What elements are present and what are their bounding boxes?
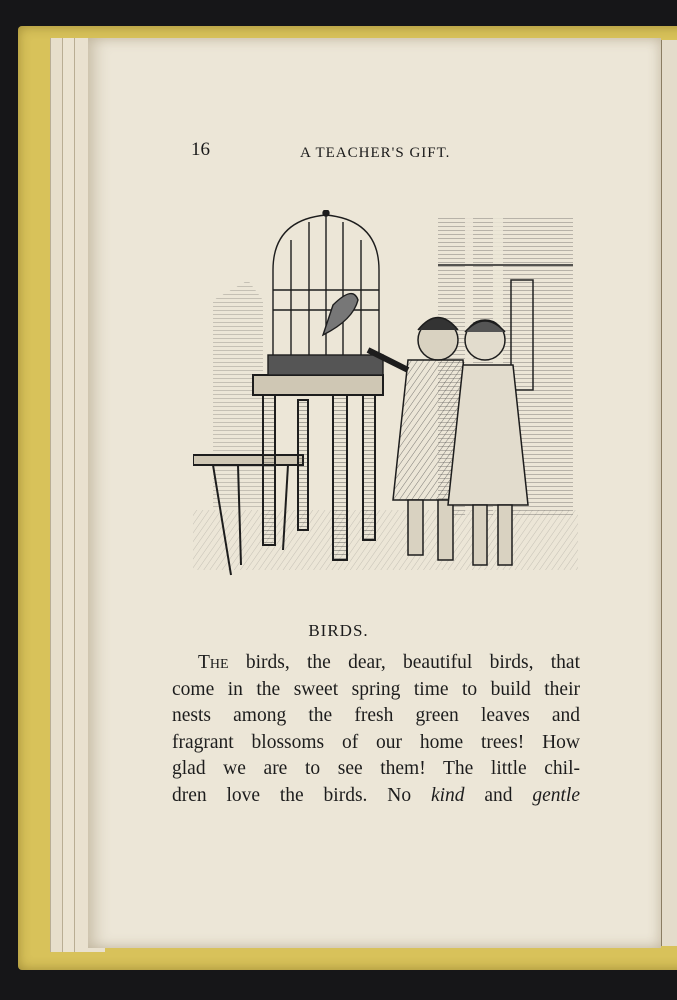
body-paragraph [172,650,580,809]
page-number: 16 [191,139,210,160]
running-head: A TEACHER'S GIFT. [300,145,451,161]
facing-page-edge [661,40,677,946]
text-line-5: glad we are to see them! The little chil- [172,758,580,779]
text-line-6-a: dren love the birds. No [172,784,431,806]
birdcage-icon [268,210,383,375]
text-line-4: fragrant blossoms of our home trees! How [172,731,580,753]
text-line-1-rest: birds, the dear, beautiful birds, that [228,652,580,673]
text-line-3: nests among the fresh green leaves and [172,705,580,726]
text-line-6-b: and [464,784,533,806]
italic-gentle: gentle [532,784,580,806]
floor [193,510,578,570]
text-line-2: come in the sweet spring time to build their [172,678,580,700]
italic-kind: kind [430,784,465,806]
chapter-title: BIRDS. [308,621,369,640]
text-line-6 [172,783,580,810]
engraving-children-and-birdcage [193,210,578,585]
text-line-1 [172,650,580,677]
drop-word: The [198,652,229,673]
